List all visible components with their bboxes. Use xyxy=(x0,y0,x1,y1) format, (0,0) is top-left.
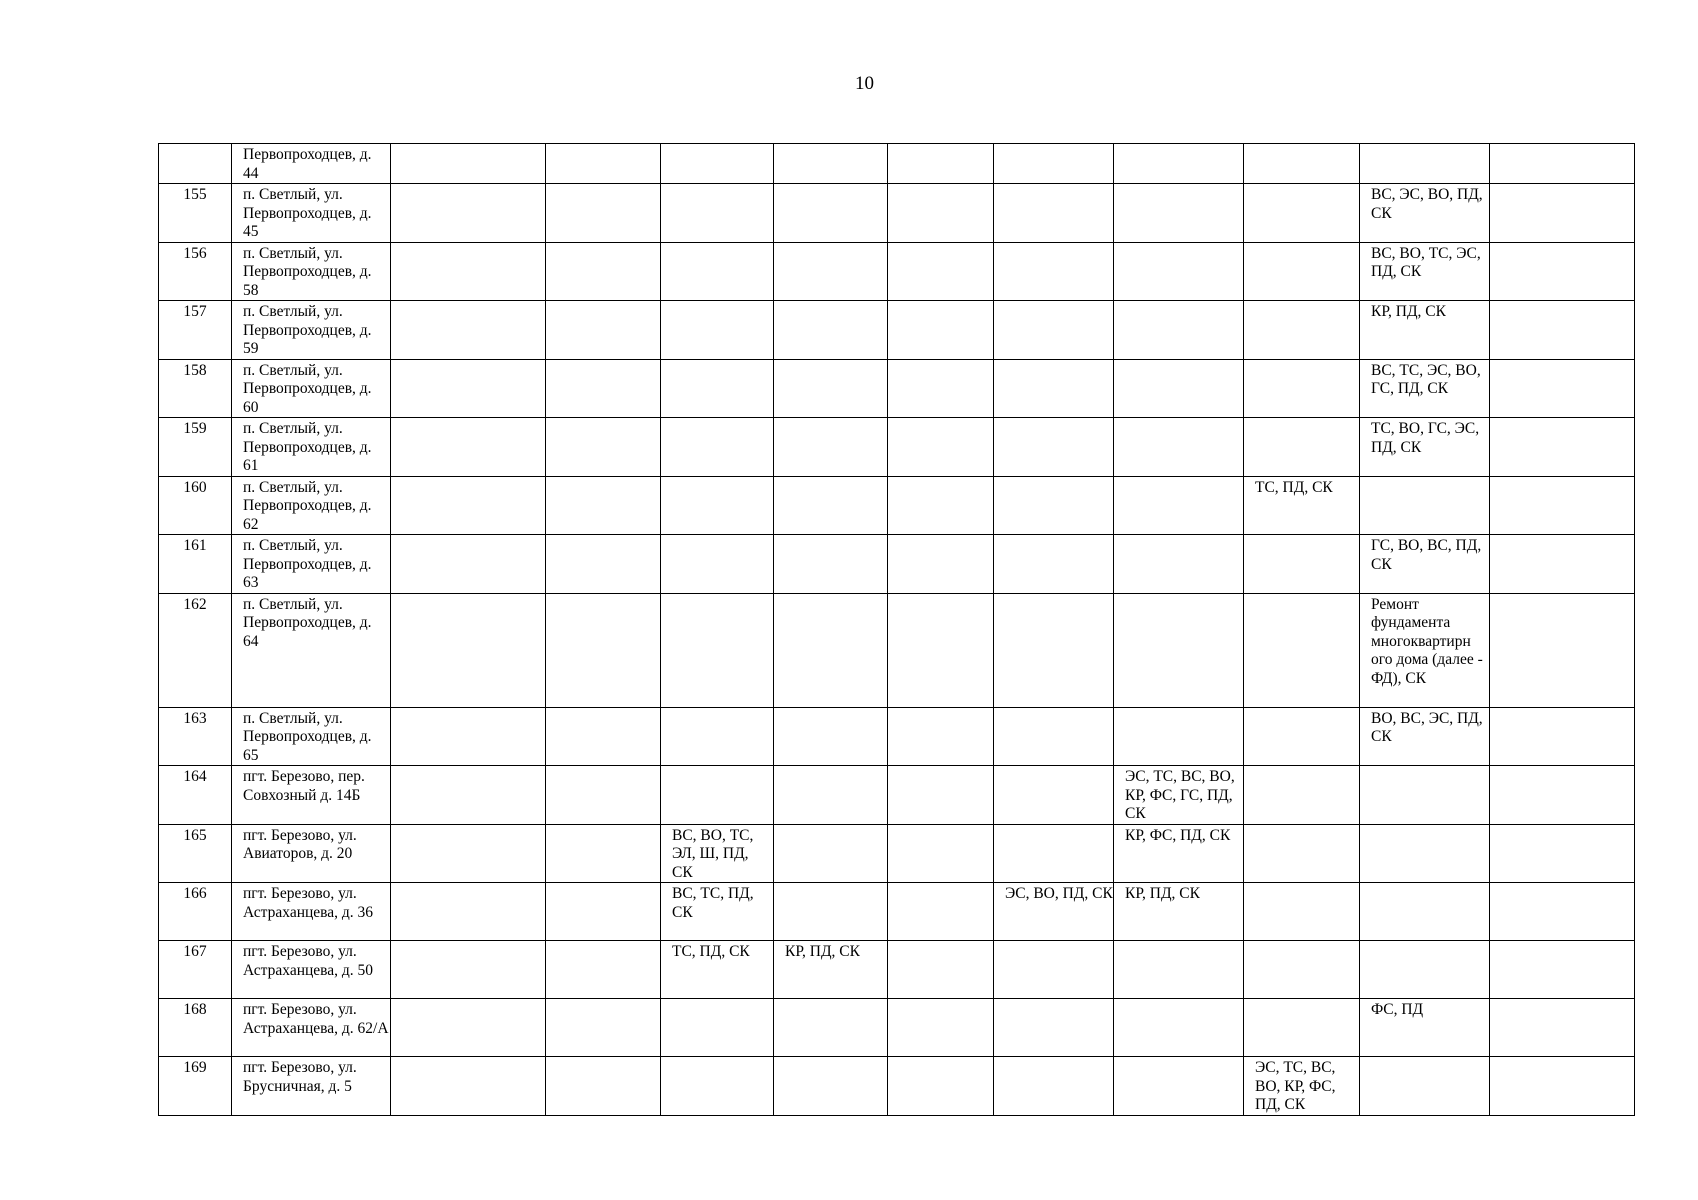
work-type-cell-c6 xyxy=(774,707,888,766)
work-type-cell-c10: ЭС, ТС, ВС, ВО, КР, ФС, ПД, СК xyxy=(1244,1057,1360,1116)
work-type-cell-c12 xyxy=(1490,359,1635,418)
work-type-cell-c7 xyxy=(888,535,994,594)
row-number-cell: 156 xyxy=(159,242,232,301)
work-type-cell-c10 xyxy=(1244,883,1360,941)
work-type-cell-c7 xyxy=(888,999,994,1057)
work-type-cell-c8 xyxy=(994,476,1114,535)
work-type-cell-c5 xyxy=(661,999,774,1057)
work-type-cell-c4 xyxy=(546,418,661,477)
page-number: 10 xyxy=(855,73,874,94)
work-type-cell-c12 xyxy=(1490,824,1635,883)
work-type-cell-c4 xyxy=(546,593,661,707)
work-type-cell-c12 xyxy=(1490,242,1635,301)
row-number-cell: 164 xyxy=(159,766,232,825)
work-type-cell-c4 xyxy=(546,883,661,941)
work-type-cell-c3 xyxy=(391,301,546,360)
work-type-cell-c11: ТС, ВО, ГС, ЭС, ПД, СК xyxy=(1360,418,1490,477)
work-type-cell-c6: КР, ПД, СК xyxy=(774,941,888,999)
work-type-cell-c12 xyxy=(1490,941,1635,999)
work-type-cell-c8 xyxy=(994,707,1114,766)
address-cell: п. Светлый, ул. Первопроходцев, д. 62 xyxy=(232,476,391,535)
address-cell: Первопроходцев, д. 44 xyxy=(232,144,391,184)
work-type-cell-c11 xyxy=(1360,1057,1490,1116)
work-type-cell-c9 xyxy=(1114,535,1244,594)
row-number-cell: 160 xyxy=(159,476,232,535)
work-type-cell-c10 xyxy=(1244,824,1360,883)
address-cell: пгт. Березово, ул. Брусничная, д. 5 xyxy=(232,1057,391,1116)
work-type-cell-c3 xyxy=(391,359,546,418)
work-type-cell-c8 xyxy=(994,144,1114,184)
work-type-cell-c3 xyxy=(391,941,546,999)
work-type-cell-c11: ВС, ВО, ТС, ЭС, ПД, СК xyxy=(1360,242,1490,301)
work-type-cell-c9 xyxy=(1114,301,1244,360)
work-type-cell-c8 xyxy=(994,418,1114,477)
work-type-cell-c5: ВС, ТС, ПД, СК xyxy=(661,883,774,941)
address-cell: пгт. Березово, ул. Астраханцева, д. 36 xyxy=(232,883,391,941)
work-type-cell-c8 xyxy=(994,593,1114,707)
table-row xyxy=(159,184,1635,243)
work-type-cell-c6 xyxy=(774,999,888,1057)
work-type-cell-c10 xyxy=(1244,941,1360,999)
table-row xyxy=(159,476,1635,535)
work-type-cell-c4 xyxy=(546,824,661,883)
work-type-cell-c5 xyxy=(661,418,774,477)
row-number-cell: 162 xyxy=(159,593,232,707)
address-cell: пгт. Березово, ул. Авиаторов, д. 20 xyxy=(232,824,391,883)
work-type-cell-c11: Ремонт фундамента многоквартирн ого дома (далее - ФД), СК xyxy=(1360,593,1490,707)
work-type-cell-c11: КР, ПД, СК xyxy=(1360,301,1490,360)
work-type-cell-c3 xyxy=(391,535,546,594)
address-cell: п. Светлый, ул. Первопроходцев, д. 58 xyxy=(232,242,391,301)
table-body xyxy=(159,144,1635,1116)
work-type-cell-c5 xyxy=(661,707,774,766)
work-type-cell-c6 xyxy=(774,476,888,535)
work-type-cell-c4 xyxy=(546,766,661,825)
table-row xyxy=(159,707,1635,766)
work-type-cell-c8 xyxy=(994,301,1114,360)
work-type-cell-c11 xyxy=(1360,941,1490,999)
work-type-cell-c5 xyxy=(661,359,774,418)
work-type-cell-c5 xyxy=(661,593,774,707)
work-type-cell-c4 xyxy=(546,1057,661,1116)
work-type-cell-c3 xyxy=(391,418,546,477)
address-cell: п. Светлый, ул. Первопроходцев, д. 61 xyxy=(232,418,391,477)
work-type-cell-c9 xyxy=(1114,593,1244,707)
row-number-cell: 158 xyxy=(159,359,232,418)
work-type-cell-c4 xyxy=(546,941,661,999)
repair-register-table xyxy=(158,143,1635,1116)
table-row xyxy=(159,418,1635,477)
work-type-cell-c10 xyxy=(1244,766,1360,825)
work-type-cell-c12 xyxy=(1490,535,1635,594)
work-type-cell-c12 xyxy=(1490,707,1635,766)
address-cell: пгт. Березово, ул. Астраханцева, д. 50 xyxy=(232,941,391,999)
work-type-cell-c5: ВС, ВО, ТС, ЭЛ, Ш, ПД, СК xyxy=(661,824,774,883)
work-type-cell-c6 xyxy=(774,824,888,883)
work-type-cell-c3 xyxy=(391,476,546,535)
address-cell: п. Светлый, ул. Первопроходцев, д. 63 xyxy=(232,535,391,594)
work-type-cell-c8 xyxy=(994,184,1114,243)
work-type-cell-c11: ВО, ВС, ЭС, ПД, СК xyxy=(1360,707,1490,766)
work-type-cell-c5 xyxy=(661,144,774,184)
work-type-cell-c10 xyxy=(1244,593,1360,707)
work-type-cell-c10: ТС, ПД, СК xyxy=(1244,476,1360,535)
work-type-cell-c12 xyxy=(1490,999,1635,1057)
table-row xyxy=(159,242,1635,301)
work-type-cell-c11 xyxy=(1360,144,1490,184)
work-type-cell-c12 xyxy=(1490,144,1635,184)
work-type-cell-c9 xyxy=(1114,476,1244,535)
work-type-cell-c9 xyxy=(1114,999,1244,1057)
work-type-cell-c5 xyxy=(661,766,774,825)
work-type-cell-c4 xyxy=(546,535,661,594)
work-type-cell-c5 xyxy=(661,242,774,301)
work-type-cell-c7 xyxy=(888,242,994,301)
work-type-cell-c6 xyxy=(774,766,888,825)
work-type-cell-c12 xyxy=(1490,1057,1635,1116)
work-type-cell-c7 xyxy=(888,476,994,535)
work-type-cell-c8 xyxy=(994,359,1114,418)
work-type-cell-c6 xyxy=(774,535,888,594)
table-row xyxy=(159,301,1635,360)
work-type-cell-c6 xyxy=(774,1057,888,1116)
table-row xyxy=(159,144,1635,184)
work-type-cell-c9 xyxy=(1114,707,1244,766)
row-number-cell: 157 xyxy=(159,301,232,360)
address-cell: п. Светлый, ул. Первопроходцев, д. 59 xyxy=(232,301,391,360)
work-type-cell-c3 xyxy=(391,766,546,825)
work-type-cell-c10 xyxy=(1244,301,1360,360)
work-type-cell-c10 xyxy=(1244,999,1360,1057)
row-number-cell: 159 xyxy=(159,418,232,477)
row-number-cell: 165 xyxy=(159,824,232,883)
work-type-cell-c12 xyxy=(1490,476,1635,535)
work-type-cell-c7 xyxy=(888,144,994,184)
work-type-cell-c7 xyxy=(888,1057,994,1116)
row-number-cell xyxy=(159,144,232,184)
row-number-cell: 168 xyxy=(159,999,232,1057)
work-type-cell-c3 xyxy=(391,824,546,883)
work-type-cell-c11: ФС, ПД xyxy=(1360,999,1490,1057)
work-type-cell-c7 xyxy=(888,941,994,999)
work-type-cell-c3 xyxy=(391,593,546,707)
work-type-cell-c8 xyxy=(994,1057,1114,1116)
work-type-cell-c10 xyxy=(1244,535,1360,594)
work-type-cell-c7 xyxy=(888,184,994,243)
work-type-cell-c5 xyxy=(661,301,774,360)
work-type-cell-c11 xyxy=(1360,824,1490,883)
row-number-cell: 169 xyxy=(159,1057,232,1116)
work-type-cell-c10 xyxy=(1244,184,1360,243)
work-type-cell-c8 xyxy=(994,242,1114,301)
work-type-cell-c8 xyxy=(994,941,1114,999)
row-number-cell: 167 xyxy=(159,941,232,999)
work-type-cell-c11 xyxy=(1360,883,1490,941)
work-type-cell-c12 xyxy=(1490,883,1635,941)
work-type-cell-c4 xyxy=(546,144,661,184)
work-type-cell-c11: ВС, ЭС, ВО, ПД, СК xyxy=(1360,184,1490,243)
work-type-cell-c5: ТС, ПД, СК xyxy=(661,941,774,999)
table-row xyxy=(159,999,1635,1057)
work-type-cell-c12 xyxy=(1490,593,1635,707)
table-row xyxy=(159,766,1635,825)
work-type-cell-c12 xyxy=(1490,301,1635,360)
work-type-cell-c3 xyxy=(391,242,546,301)
work-type-cell-c10 xyxy=(1244,359,1360,418)
work-type-cell-c3 xyxy=(391,184,546,243)
work-type-cell-c5 xyxy=(661,476,774,535)
work-type-cell-c9 xyxy=(1114,941,1244,999)
work-type-cell-c5 xyxy=(661,535,774,594)
work-type-cell-c5 xyxy=(661,184,774,243)
work-type-cell-c9: КР, ФС, ПД, СК xyxy=(1114,824,1244,883)
work-type-cell-c9 xyxy=(1114,242,1244,301)
work-type-cell-c9 xyxy=(1114,1057,1244,1116)
work-type-cell-c9 xyxy=(1114,144,1244,184)
work-type-cell-c6 xyxy=(774,301,888,360)
address-cell: пгт. Березово, ул. Астраханцева, д. 62/А xyxy=(232,999,391,1057)
work-type-cell-c6 xyxy=(774,242,888,301)
work-type-cell-c9 xyxy=(1114,184,1244,243)
work-type-cell-c11: ГС, ВО, ВС, ПД, СК xyxy=(1360,535,1490,594)
work-type-cell-c8 xyxy=(994,535,1114,594)
address-cell: п. Светлый, ул. Первопроходцев, д. 64 xyxy=(232,593,391,707)
work-type-cell-c4 xyxy=(546,301,661,360)
work-type-cell-c7 xyxy=(888,418,994,477)
table-row xyxy=(159,359,1635,418)
work-type-cell-c12 xyxy=(1490,766,1635,825)
work-type-cell-c10 xyxy=(1244,144,1360,184)
work-type-cell-c6 xyxy=(774,144,888,184)
work-type-cell-c7 xyxy=(888,883,994,941)
work-type-cell-c11 xyxy=(1360,476,1490,535)
work-type-cell-c9 xyxy=(1114,418,1244,477)
address-cell: п. Светлый, ул. Первопроходцев, д. 60 xyxy=(232,359,391,418)
table-row xyxy=(159,824,1635,883)
work-type-cell-c10 xyxy=(1244,418,1360,477)
table-row xyxy=(159,535,1635,594)
address-cell: п. Светлый, ул. Первопроходцев, д. 45 xyxy=(232,184,391,243)
table-row xyxy=(159,1057,1635,1116)
work-type-cell-c11 xyxy=(1360,766,1490,825)
work-type-cell-c9: КР, ПД, СК xyxy=(1114,883,1244,941)
work-type-cell-c4 xyxy=(546,242,661,301)
work-type-cell-c12 xyxy=(1490,418,1635,477)
work-type-cell-c3 xyxy=(391,144,546,184)
row-number-cell: 166 xyxy=(159,883,232,941)
row-number-cell: 163 xyxy=(159,707,232,766)
work-type-cell-c7 xyxy=(888,359,994,418)
work-type-cell-c4 xyxy=(546,184,661,243)
row-number-cell: 161 xyxy=(159,535,232,594)
work-type-cell-c10 xyxy=(1244,242,1360,301)
work-type-cell-c6 xyxy=(774,593,888,707)
work-type-cell-c8 xyxy=(994,999,1114,1057)
work-type-cell-c3 xyxy=(391,883,546,941)
work-type-cell-c3 xyxy=(391,999,546,1057)
work-type-cell-c4 xyxy=(546,359,661,418)
work-type-cell-c11: ВС, ТС, ЭС, ВО, ГС, ПД, СК xyxy=(1360,359,1490,418)
work-type-cell-c8 xyxy=(994,824,1114,883)
work-type-cell-c8: ЭС, ВО, ПД, СК xyxy=(994,883,1114,941)
work-type-cell-c6 xyxy=(774,418,888,477)
work-type-cell-c6 xyxy=(774,359,888,418)
work-type-cell-c4 xyxy=(546,476,661,535)
address-cell: п. Светлый, ул. Первопроходцев, д. 65 xyxy=(232,707,391,766)
work-type-cell-c12 xyxy=(1490,184,1635,243)
work-type-cell-c9: ЭС, ТС, ВС, ВО, КР, ФС, ГС, ПД, СК xyxy=(1114,766,1244,825)
work-type-cell-c7 xyxy=(888,824,994,883)
table-row xyxy=(159,593,1635,707)
work-type-cell-c7 xyxy=(888,593,994,707)
work-type-cell-c9 xyxy=(1114,359,1244,418)
work-type-cell-c10 xyxy=(1244,707,1360,766)
work-type-cell-c3 xyxy=(391,1057,546,1116)
work-type-cell-c4 xyxy=(546,999,661,1057)
work-type-cell-c3 xyxy=(391,707,546,766)
work-type-cell-c4 xyxy=(546,707,661,766)
address-cell: пгт. Березово, пер. Совхозный д. 14Б xyxy=(232,766,391,825)
work-type-cell-c5 xyxy=(661,1057,774,1116)
work-type-cell-c7 xyxy=(888,707,994,766)
table-row xyxy=(159,883,1635,941)
row-number-cell: 155 xyxy=(159,184,232,243)
work-type-cell-c7 xyxy=(888,766,994,825)
table-row xyxy=(159,941,1635,999)
work-type-cell-c7 xyxy=(888,301,994,360)
work-type-cell-c6 xyxy=(774,184,888,243)
work-type-cell-c6 xyxy=(774,883,888,941)
work-type-cell-c8 xyxy=(994,766,1114,825)
